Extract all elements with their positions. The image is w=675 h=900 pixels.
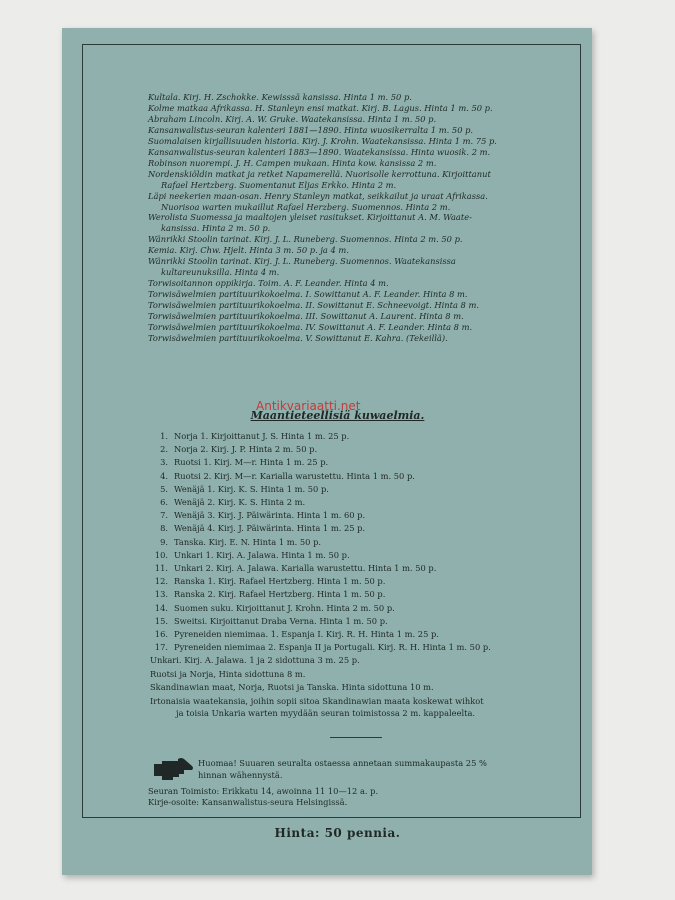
catalog-line: kansissa. Hinta 2 m. 50 p. (161, 223, 271, 234)
map-list-item (150, 483, 570, 496)
discount-notice (198, 757, 578, 781)
map-list-item (150, 668, 570, 681)
catalog-line: Nuorisoa warten mukaillut Rafael Herzberg. Suomennos. Hinta 2 m. (161, 201, 451, 212)
map-item-text: Unkari. Kirj. A. Jalawa. 1 ja 2 sidottuna 3 m. 25 p. (150, 655, 360, 666)
catalog-line: Suomalaisen kirjallisuuden historia. Kirj. J. Krohn. Waatekansissa. Hinta 1 m. 75 p. (148, 135, 497, 146)
map-item-number: 14. (154, 602, 168, 613)
map-item-text: Wenäjä 4. Kirj. J. Päiwärinta. Hinta 1 m. 25 p. (174, 523, 366, 534)
map-item-text: Ruotsi ja Norja, Hinta sidottuna 8 m. (150, 668, 306, 679)
map-item-text: Norja 1. Kirjoittanut J. S. Hinta 1 m. 25 p. (174, 431, 350, 441)
map-item-text: Pyreneiden niemimaa. 1. Espanja I. Kirj. R. H. Hinta 1 m. 25 p. (174, 629, 439, 640)
catalog-line: Robinson nuorempi. J. H. Campen mukaan. Hinta kow. kansissa 2 m. (148, 157, 437, 168)
map-list-item (150, 641, 570, 654)
price-label: Hinta: 50 pennia. (274, 826, 401, 840)
map-list-item (150, 536, 570, 549)
catalog-line: Torwisoitannon oppikirja. Toim. A. F. Leander. Hinta 4 m. (148, 278, 389, 289)
catalog-line: Wänrikki Stoolin tarinat. Kirj. J. L. Runeberg. Suomennos. Hinta 2 m. 50 p. (148, 234, 463, 245)
map-list-item (150, 681, 570, 694)
catalog-line: Torwisäwelmien partituurikokoelma. II. Sowittanut E. Schneevoigt. Hinta 8 m. (148, 300, 479, 311)
office-info (148, 786, 578, 807)
map-list-item (150, 654, 570, 667)
map-item-text: Ruotsi 1. Kirj. M—r. Hinta 1 m. 25 p. (174, 457, 329, 468)
map-item-number: 13. (154, 589, 168, 600)
binding-note (150, 696, 570, 720)
map-list-item (150, 522, 570, 535)
catalog-line: Torwisäwelmien partituurikokoelma. IV. Sowittanut A. F. Leander. Hinta 8 m. (148, 322, 473, 333)
map-list-item (150, 430, 570, 443)
catalog-line: Kultala. Kirj. H. Zschokke. Kewisssä kansissa. Hinta 1 m. 50 p. (148, 92, 412, 102)
map-item-number: 5. (160, 483, 168, 494)
map-item-text: Skandinawian maat, Norja, Ruotsi ja Tanska. Hinta sidottuna 10 m. (150, 681, 434, 692)
catalog-line: Nordenskiöldin matkat ja retket Napamerellä. Nuorisolle kerrottuna. Kirjoittanut (148, 168, 491, 179)
map-list-item (150, 496, 570, 509)
catalog-line: Torwisäwelmien partituurikokoelma. V. Sowittanut E. Kahra. (Tekeillä). (148, 332, 448, 343)
map-list-item (150, 509, 570, 522)
map-item-text: Unkari 1. Kirj. A. Jalawa. Hinta 1 m. 50 p. (174, 549, 350, 560)
pointing-hand-icon (148, 756, 194, 784)
map-item-text: Ranska 1. Kirj. Rafael Hertzberg. Hinta 1 m. 50 p. (174, 576, 386, 587)
catalog-line: Kansanwalistus-seuran kalenteri 1881—1890. Hinta wuosikerralta 1 m. 50 p. (148, 124, 474, 135)
map-item-number: 1. (160, 431, 168, 441)
note-line: ja toisia Unkaria warten myydään seuran toimistossa 2 m. kappaleelta. (176, 707, 476, 718)
map-list-item (150, 602, 570, 615)
map-item-text: Wenäjä 3. Kirj. J. Päiwärinta. Hinta 1 m. 60 p. (174, 510, 366, 521)
map-item-number: 4. (160, 470, 168, 481)
mailing-address: Kirje-osoite: Kansanwalistus-seura Helsingissä. (148, 796, 348, 807)
notice-line: hinnan wähennystä. (198, 770, 283, 780)
map-item-text: Tanska. Kirj. E. N. Hinta 1 m. 50 p. (174, 536, 322, 547)
catalog-line: Kolme matkaa Afrikassa. H. Stanleyn ensi matkat. Kirj. B. Lagus. Hinta 1 m. 50 p. (148, 102, 493, 113)
map-item-number: 17. (154, 642, 168, 653)
map-item-number: 6. (160, 497, 168, 508)
maps-heading: Maantieteellisiä kuwaelmia. (250, 409, 425, 422)
catalog-line: Kemia. Kirj. Chw. Hjelt. Hinta 3 m. 50 p. ja 4 m. (148, 245, 349, 256)
map-item-text: Wenäjä 2. Kirj. K. S. Hinta 2 m. (174, 497, 306, 508)
catalog-line: Wänrikki Stoolin tarinat. Kirj. J. L. Runeberg. Suomennos. Waatekansissa (148, 256, 456, 267)
map-list-item (150, 549, 570, 562)
map-list-item (150, 456, 570, 469)
map-item-text: Ranska 2. Kirj. Rafael Hertzberg. Hinta 1 m. 50 p. (174, 589, 386, 600)
map-list-item (150, 575, 570, 588)
map-item-text: Suomen suku. Kirjoittanut J. Krohn. Hinta 2 m. 50 p. (174, 602, 395, 613)
map-item-text: Wenäjä 1. Kirj. K. S. Hinta 1 m. 50 p. (174, 483, 329, 494)
map-item-number: 10. (154, 549, 168, 560)
map-list-item (150, 562, 570, 575)
catalog-line: Läpi neekerien maan-osan. Henry Stanleyn matkat, seikkailut ja uraat Afrikassa. (148, 190, 488, 201)
catalog-line: Abraham Lincoln. Kirj. A. W. Gruke. Waatekansissa. Hinta 1 m. 50 p. (148, 113, 437, 124)
catalog-line: Werolista Suomessa ja maaltojen yleiset rasitukset. Kirjoittanut A. M. Waate- (148, 212, 472, 223)
watermark: Antikvariaatti.net (256, 399, 361, 413)
map-item-number: 3. (160, 457, 168, 468)
map-list-item (150, 615, 570, 628)
map-item-number: 9. (160, 536, 168, 547)
map-item-number: 11. (154, 563, 168, 574)
note-line: Irtonaisia waatekansia, joihin sopii sitoa Skandinawian maata koskewat wihkot (150, 696, 484, 706)
map-item-text: Ruotsi 2. Kirj. M—r. Karialla warustettu. Hinta 1 m. 50 p. (174, 470, 415, 481)
catalog-line: Torwisäwelmien partituurikokoelma. III. Sowittanut A. Laurent. Hinta 8 m. (148, 311, 464, 322)
catalog-line: Torwisäwelmien partituurikokoelma. I. Sowittanut A. F. Leander. Hinta 8 m. (148, 289, 468, 300)
map-item-text: Unkari 2. Kirj. A. Jalawa. Karialla warustettu. Hinta 1 m. 50 p. (174, 563, 437, 574)
map-item-text: Pyreneiden niemimaa 2. Espanja II ja Portugali. Kirj. R. H. Hinta 1 m. 50 p. (174, 642, 491, 653)
map-item-number: 12. (154, 576, 168, 587)
catalog-line: kultareunuksilla. Hinta 4 m. (161, 267, 280, 278)
map-item-number: 16. (154, 629, 168, 640)
map-list-item (150, 588, 570, 601)
maps-list (150, 430, 570, 694)
bottom-rule (148, 817, 531, 818)
catalog-line: Kansanwalistus-seuran kalenteri 1883—1890. Waatekansissa. Hinta wuosik. 2 m. (148, 146, 491, 157)
office-address: Seuran Toimisto: Erikkatu 14, awoinna 11 10—12 a. p. (148, 786, 379, 796)
map-item-number: 15. (154, 615, 168, 626)
book-catalog-list (148, 92, 578, 344)
map-item-number: 8. (160, 523, 168, 534)
catalog-line: Rafael Hertzberg. Suomentanut Eljas Erkko. Hinta 2 m. (161, 179, 397, 190)
map-item-text: Norja 2. Kirj. J. P. Hinta 2 m. 50 p. (174, 444, 318, 455)
divider (330, 737, 382, 738)
map-item-number: 2. (160, 444, 168, 455)
map-list-item (150, 470, 570, 483)
notice-line: Huomaa! Suuaren seuralta ostaessa annetaan summakaupasta 25 % (198, 758, 487, 768)
map-item-number: 7. (160, 510, 168, 521)
map-list-item (150, 628, 570, 641)
map-item-text: Sweitsi. Kirjoittanut Draba Verna. Hinta 1 m. 50 p. (174, 615, 388, 626)
map-list-item (150, 443, 570, 456)
